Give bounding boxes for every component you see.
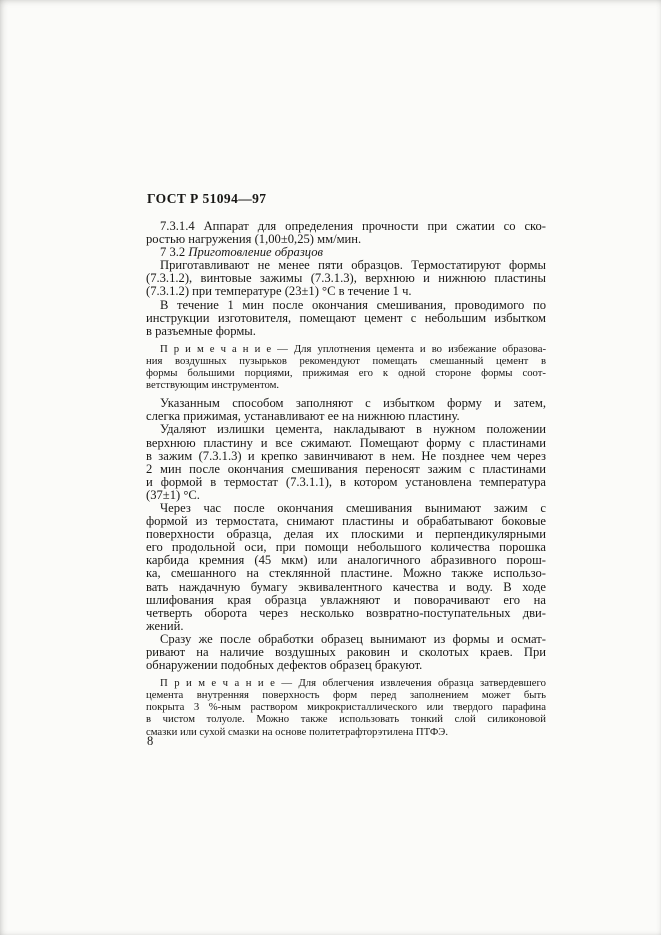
note-paragraph <box>146 343 546 391</box>
paragraph <box>146 259 546 298</box>
paragraph <box>146 299 546 338</box>
section-title: Приготовление образцов <box>188 245 323 260</box>
text-line: поверхности образца, делая их плоскими и перпендикулярными <box>146 527 546 542</box>
running-header: ГОСТ Р 51094—97 <box>147 191 267 206</box>
text-line: в разъемные формы. <box>146 323 256 338</box>
text-line: ка, смешанного на стеклянной пластине. Можно также использо- <box>146 566 546 581</box>
text-line: в чистом толуоле. Можно также использовать тонкий слой силиконовой <box>146 713 546 726</box>
text-line: его продольной оси, при помощи небольшого количества порошка <box>146 540 546 555</box>
paragraph <box>146 423 546 502</box>
text-line: Сразу же после обработки образец вынимают из формы и осмат- <box>160 631 546 646</box>
paragraph <box>146 633 546 672</box>
text-line: и формой в термостат (7.3.1.1), в котором установлена температура <box>146 474 546 489</box>
text-line: смазки или сухой смазки на основе политетрафторэтилена ПТФЭ. <box>146 725 449 738</box>
text-line: П р и м е ч а н и е — Для уплотнения цемента и во избежание образова- <box>160 342 546 355</box>
text-line: В течение 1 мин после окончания смешивания, проводимого по <box>160 297 546 312</box>
text-line: ростью нагружения (1,00±0,25) мм/мин. <box>146 232 362 247</box>
text-line: инструкции изготовителя, помещают цемент с небольшим избытком <box>146 310 546 325</box>
text-line: 2 мин после окончания смешивания переносят зажим с пластинами <box>146 461 546 476</box>
text-line: вать наждачную бумагу эквивалентного качества и воду. В ходе <box>146 579 546 594</box>
text-line: Указанным способом заполняют с избытком форму и затем, <box>160 396 546 411</box>
text-line: ния воздушных пузырьков рекомендуют помещать смешанный цемент в <box>146 354 546 367</box>
text-line: (7.3.1.2) при температуре (23±1) °С в течение 1 ч. <box>146 284 412 299</box>
text-line: формой из термостата, снимают пластины и обрабатывают боковые <box>146 514 546 529</box>
text-line: слегка прижимая, устанавливают ее на нижнюю пластину. <box>146 409 460 424</box>
text-line: карбида кремния (45 мкм) или аналогичного абразивного порош- <box>146 553 546 568</box>
text-line: в зажим (7.3.1.3) и крепко завинчивают в нем. Не позднее чем через <box>146 448 546 463</box>
text-line: жений. <box>146 618 184 633</box>
page-number: 8 <box>147 734 154 748</box>
document-body <box>146 220 546 744</box>
text-line: формы большими порциями, прижимая его к одной стороне формы соот- <box>146 367 546 380</box>
text-line: (37±1) °С. <box>146 487 200 502</box>
text-line: 7.3.1.4 Аппарат для определения прочности при сжатии со ско- <box>160 219 546 233</box>
text-line: Удаляют излишки цемента, накладывают в нужном положении <box>160 422 546 437</box>
note-paragraph <box>146 677 546 737</box>
text-line: Через час после окончания смешивания вынимают зажим с <box>160 500 546 515</box>
text-line: П р и м е ч а н и е — Для облегчения извлечения образца затвердевшего <box>160 677 546 690</box>
text-line: четверть оборота через несколько возвратно-поступательных дви- <box>146 605 546 620</box>
text-line: покрыта 3 %-ным раствором микрокристаллического или твердого парафина <box>146 701 546 714</box>
text-line: ветствующим инструментом. <box>146 379 280 392</box>
text-line: верхнюю пластину и все сжимают. Помещают форму с пластинами <box>146 435 546 450</box>
paragraph <box>146 220 546 246</box>
text-line: обнаружении подобных дефектов образец бракуют. <box>146 658 423 673</box>
text-line: шлифования края образца увлажняют и поворачивают его на <box>146 592 546 607</box>
paragraph <box>146 502 546 633</box>
text-line: ривают на наличие воздушных раковин и сколотых краев. При <box>146 645 546 659</box>
text-line: (7.3.1.2), винтовые зажимы (7.3.1.3), верхнюю и нижнюю пластины <box>146 271 546 286</box>
section-number: 7 3.2 <box>160 245 189 260</box>
text-line: Приготавливают не менее пяти образцов. Термостатируют формы <box>160 258 546 273</box>
paragraph <box>146 397 546 423</box>
text-line: цемента внутренняя поверхность форм перед заполнением может быть <box>146 689 546 702</box>
